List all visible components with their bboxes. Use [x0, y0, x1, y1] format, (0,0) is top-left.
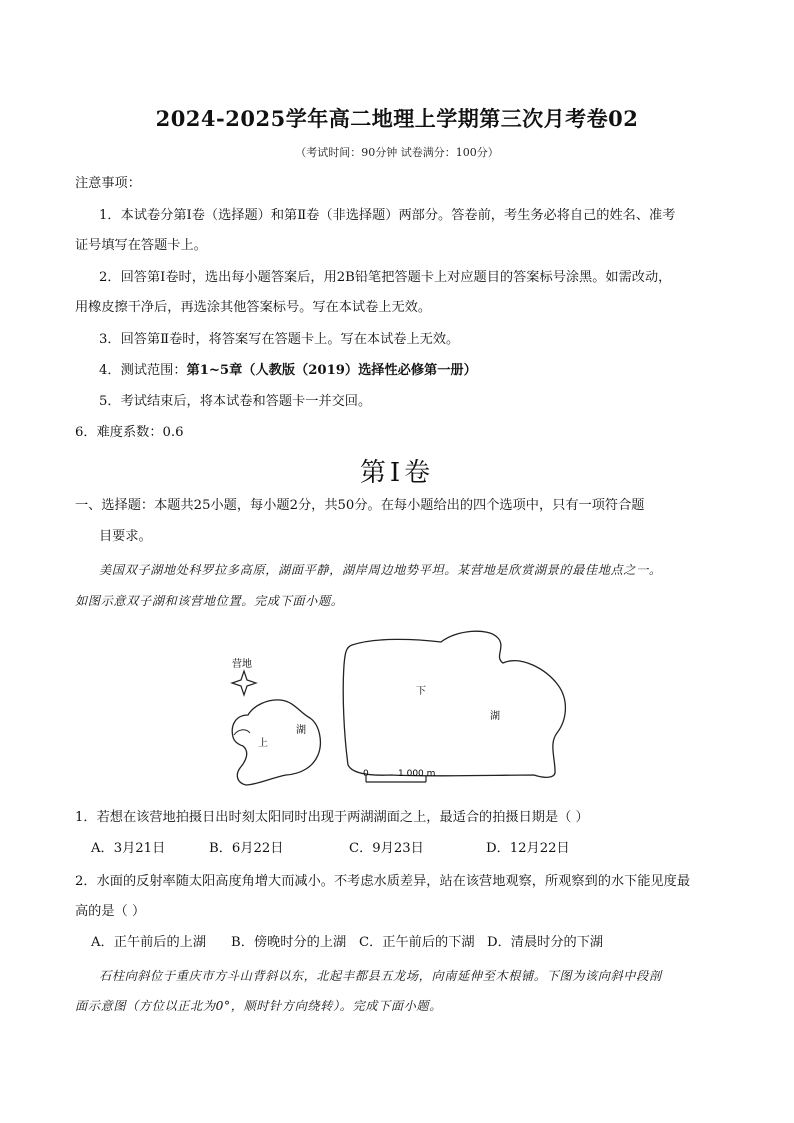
q2-option-d[interactable]: D．清晨时分的下湖 — [487, 935, 604, 950]
camp-label: 营地 — [232, 659, 252, 670]
notice-item-5: 5．考试结束后，将本试卷和答题卡一并交回。 — [99, 394, 372, 409]
exam-title: 2024-2025学年高二地理上学期第三次月考卷02 — [155, 106, 639, 131]
scale-distance: 1 000 m — [398, 769, 436, 779]
notice-item-6: 6．难度系数：0.6 — [75, 425, 184, 440]
section-title: 第Ⅰ卷 — [359, 458, 435, 488]
section-instruction-a: 一、选择题：本题共25小题，每小题2分，共50分。在每小题给出的四个选项中，只有一项符合题 — [75, 498, 645, 513]
notice-item-4 — [99, 361, 477, 381]
passage2-line1: 石柱向斜位于重庆市方斗山背斜以东，北起丰都县五龙场，向南延伸至木根铺。下图为该向斜中段剖 — [99, 969, 662, 983]
passage1-line1: 美国双子湖地处科罗拉多高原，湖面平静，湖岸周边地势平坦。某营地是欣赏湖景的最佳地点之一。 — [99, 563, 662, 577]
upper-lake-outline — [232, 700, 320, 785]
q1-option-c[interactable]: C．9月23日 — [349, 841, 424, 856]
notice-item-4-range: 第1~5章（人教版（2019）选择性必修第一册） — [186, 363, 477, 378]
lower-lake-label-2: 湖 — [490, 711, 500, 722]
q1-option-a[interactable]: A．3月21日 — [91, 841, 166, 856]
scale-zero: 0 — [363, 769, 369, 779]
question-1-options — [91, 839, 570, 859]
q2-option-c[interactable]: C．正午前后的下湖 — [359, 935, 475, 950]
notice-item-1b: 证号填写在答题卡上。 — [75, 238, 207, 253]
q1-option-b[interactable]: B．6月22日 — [209, 841, 284, 856]
lower-lake-label-1: 下 — [416, 686, 426, 697]
passage2-line2: 面示意图（方位以正北为0°，顺时针方向绕转）。完成下面小题。 — [75, 999, 442, 1013]
question-2-options — [91, 933, 603, 953]
notice-heading: 注意事项： — [75, 176, 141, 191]
upper-lake-label-2: 湖 — [296, 725, 306, 736]
camp-star-icon — [232, 671, 256, 695]
section-instruction-b: 目要求。 — [99, 529, 152, 544]
question-2-stem-b: 高的是（ ） — [75, 904, 146, 919]
twin-lakes-map — [226, 625, 586, 795]
notice-item-1a: 1．本试卷分第Ⅰ卷（选择题）和第Ⅱ卷（非选择题）两部分。答卷前，考生务必将自己的姓名、准考 — [99, 208, 676, 223]
notice-item-2a: 2．回答第Ⅰ卷时，选出每小题答案后，用2B铅笔把答题卡上对应题目的答案标号涂黑。如需改动， — [99, 270, 672, 285]
notice-item-2b: 用橡皮擦干净后，再选涂其他答案标号。写在本试卷上无效。 — [75, 300, 432, 315]
q1-option-d[interactable]: D．12月22日 — [486, 841, 570, 856]
q2-option-b[interactable]: B．傍晚时分的上湖 — [231, 935, 347, 950]
notice-item-3: 3．回答第Ⅱ卷时，将答案写在答题卡上。写在本试卷上无效。 — [99, 332, 460, 347]
question-1-stem: 1．若想在该营地拍摄日出时刻太阳同时出现于两湖湖面之上，最适合的拍摄日期是（ ） — [75, 810, 589, 825]
question-2-stem-a: 2．水面的反射率随太阳高度角增大而减小。不考虑水质差异，站在该营地观察，所观察到的水下能见度最 — [75, 874, 691, 889]
lower-lake-outline — [343, 631, 565, 777]
upper-lake-label-1: 上 — [258, 738, 268, 749]
notice-item-4-prefix: 4．测试范围： — [99, 363, 187, 378]
exam-subtitle: （考试时间：90分钟 试卷满分：100分） — [295, 146, 499, 159]
q2-option-a[interactable]: A．正午前后的上湖 — [91, 935, 207, 950]
passage1-line2: 如图示意双子湖和该营地位置。完成下面小题。 — [75, 594, 344, 608]
